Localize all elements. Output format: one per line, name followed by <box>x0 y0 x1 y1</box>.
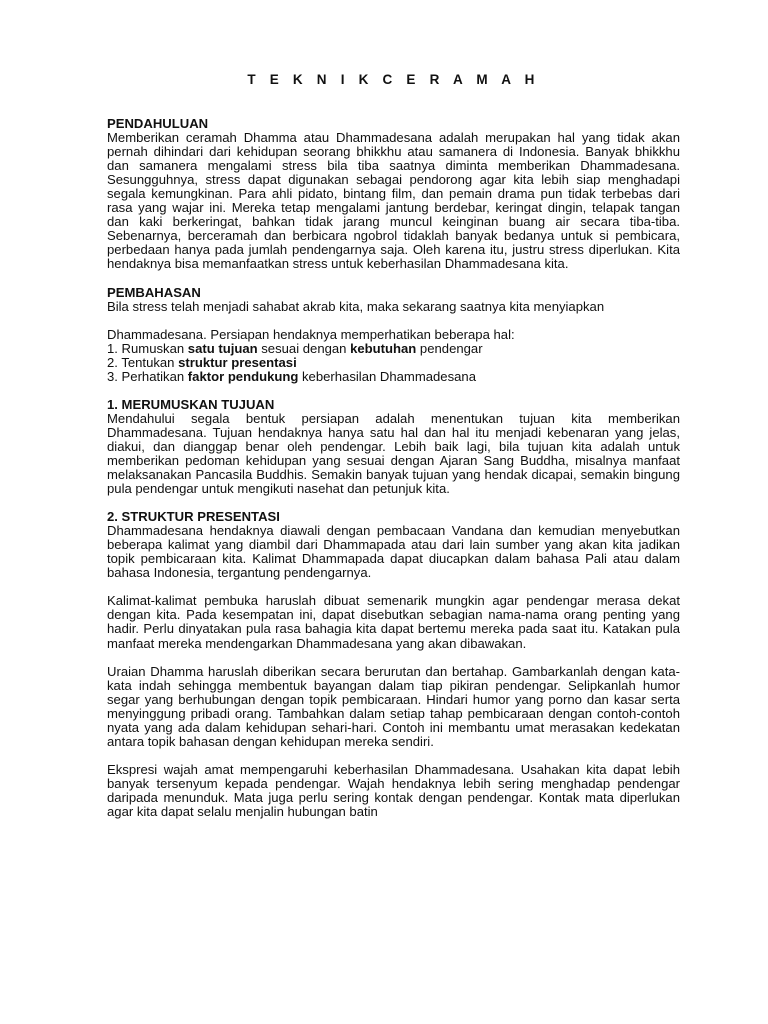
list-item-text: 1. Rumuskan <box>107 340 188 356</box>
paragraph-struktur-4: Ekspresi wajah amat mempengaruhi keberhasilan Dhammadesana. Usahakan kita dapat lebih banyak tersenyum kepada pendengar. Wajah hendaknya lebih sering menghadap pendengar daripada menunduk. Mata juga perlu sering kontak dengan pendengar. Kontak mata diperlukan agar kita dapat selalu menjalin hubungan batin <box>107 761 680 819</box>
list-item-bold: faktor pendukung <box>187 368 299 384</box>
paragraph-merumuskan: Mendahului segala bentuk persiapan adalah menentukan tujuan kita memberikan Dhammadesana. Tujuan hendaknya hanya satu hal dan hal itu menjadi kebenaran yang jelas, diakui, dan dianggap benar oleh pendengar. Lebih baik lagi, bila tujuan kita adalah untuk memberikan pedoman kehidupan yang sesuai dengan Ajaran Sang Buddha, misalnya manfaat melaksanakan Pancasila Buddhis. Semakin banyak tujuan yang hendak dicapai, semakin bingung pula pendengar untuk mengikuti nasehat dan petunjuk kita. <box>107 410 680 497</box>
list-item-text: sesuai dengan <box>257 340 351 356</box>
list-item-text: 3. Perhatikan <box>107 368 188 384</box>
spacer <box>107 580 680 594</box>
spacer <box>107 384 680 398</box>
document-title: T E K N I K C E R A M A H <box>247 72 540 87</box>
list-item-1 <box>107 342 680 356</box>
list-item-bold: satu tujuan <box>187 340 258 356</box>
list-item-2 <box>107 356 680 370</box>
list-item-text: pendengar <box>416 340 483 356</box>
document-page <box>107 0 680 1024</box>
spacer <box>107 272 680 286</box>
spacer <box>107 651 680 665</box>
paragraph-struktur-2: Kalimat-kalimat pembuka haruslah dibuat semenarik mungkin agar pendengar merasa dekat dengan kita. Pada kesempatan ini, dapat disebutkan sebagian nama-nama orang penting yang hadir. Perlu dinyatakan pula rasa bahagia kita dapat bertemu mereka pada saat itu. Katakan pula manfaat mereka mendengarkan Dhammadesana yang akan dibawakan. <box>107 593 680 651</box>
section-heading-pendahuluan: PENDAHULUAN <box>107 116 209 131</box>
section-heading-pembahasan: PEMBAHASAN <box>107 284 201 300</box>
spacer <box>107 496 680 510</box>
section-heading-merumuskan: 1. MERUMUSKAN TUJUAN <box>107 396 275 412</box>
paragraph-pembahasan-line2: Dhammadesana. Persiapan hendaknya memperhatikan beberapa hal: <box>107 326 515 342</box>
paragraph-struktur-1: Dhammadesana hendaknya diawali dengan pembacaan Vandana dan kemudian menyebutkan beberapa kalimat yang diambil dari Dhammapada atau dari lain sumber yang akan kita jadikan topik pembicaraan kita. Kalimat Dhammapada dapat diucapkan dalam bahasa Pali atau dalam bahasa Indonesia, tergantung pendengarnya. <box>107 523 680 581</box>
list-item-bold: kebutuhan <box>350 340 417 356</box>
list-item-3 <box>107 370 680 384</box>
paragraph-pembahasan-line1: Bila stress telah menjadi sahabat akrab kita, maka sekarang saatnya kita menyiapkan <box>107 298 605 314</box>
spacer <box>107 749 680 763</box>
list-item-text: 2. Tentukan <box>107 354 179 370</box>
list-item-text: keberhasilan Dhammadesana <box>298 368 476 384</box>
section-heading-struktur: 2. STRUKTUR PRESENTASI <box>107 509 280 525</box>
spacer <box>107 314 680 328</box>
paragraph-struktur-3: Uraian Dhamma haruslah diberikan secara berurutan dan bertahap. Gambarkanlah dengan kata-kata indah sehingga membentuk bayangan dalam tiap pikiran pendengar. Selipkanlah humor segar yang berhubungan dengan topik pembicaraan. Hindari humor yang porno dan kasar serta menyinggung pribadi orang. Tambahkan dalam setiap tahap pembicaraan dengan contoh-contoh nyata yang ada dalam kehidupan sehari-hari. Contoh ini membantu umat merasakan kedekatan antara topik bahasan dengan kehidupan mereka sendiri. <box>107 663 680 749</box>
list-item-bold: struktur presentasi <box>178 354 297 370</box>
paragraph-pendahuluan: Memberikan ceramah Dhamma atau Dhammadesana adalah merupakan hal yang tidak akan pernah dihindari dari kehidupan seorang bhikkhu atau samanera di Indonesia. Banyak bhikkhu dan samanera mengalami stress bila tiba saatnya diminta memberikan Dhammadesana. Sesungguhnya, stress dapat digunakan sebagai pendorong agar kita lebih siap menghadapi segala kemungkinan. Para ahli pidato, bintang film, dan pemain drama pun tidak terbebas dari rasa yang wajar ini. Mereka tetap mengalami jantung berdebar, keringat dingin, telapak tangan dan kaki berkeringat, bahkan tidak jarang muncul keinginan buang air secara tiba-tiba. Sebenarnya, berceramah dan berbicara ngobrol tidaklah banyak bedanya untuk si pembicara, perbedaan hanya pada jumlah pendengarnya saja. Oleh karena itu, justru stress diperlukan. Kita hendaknya bisa memanfaatkan stress untuk keberhasilan Dhammadesana kita. <box>107 130 680 272</box>
document-content <box>107 117 680 819</box>
